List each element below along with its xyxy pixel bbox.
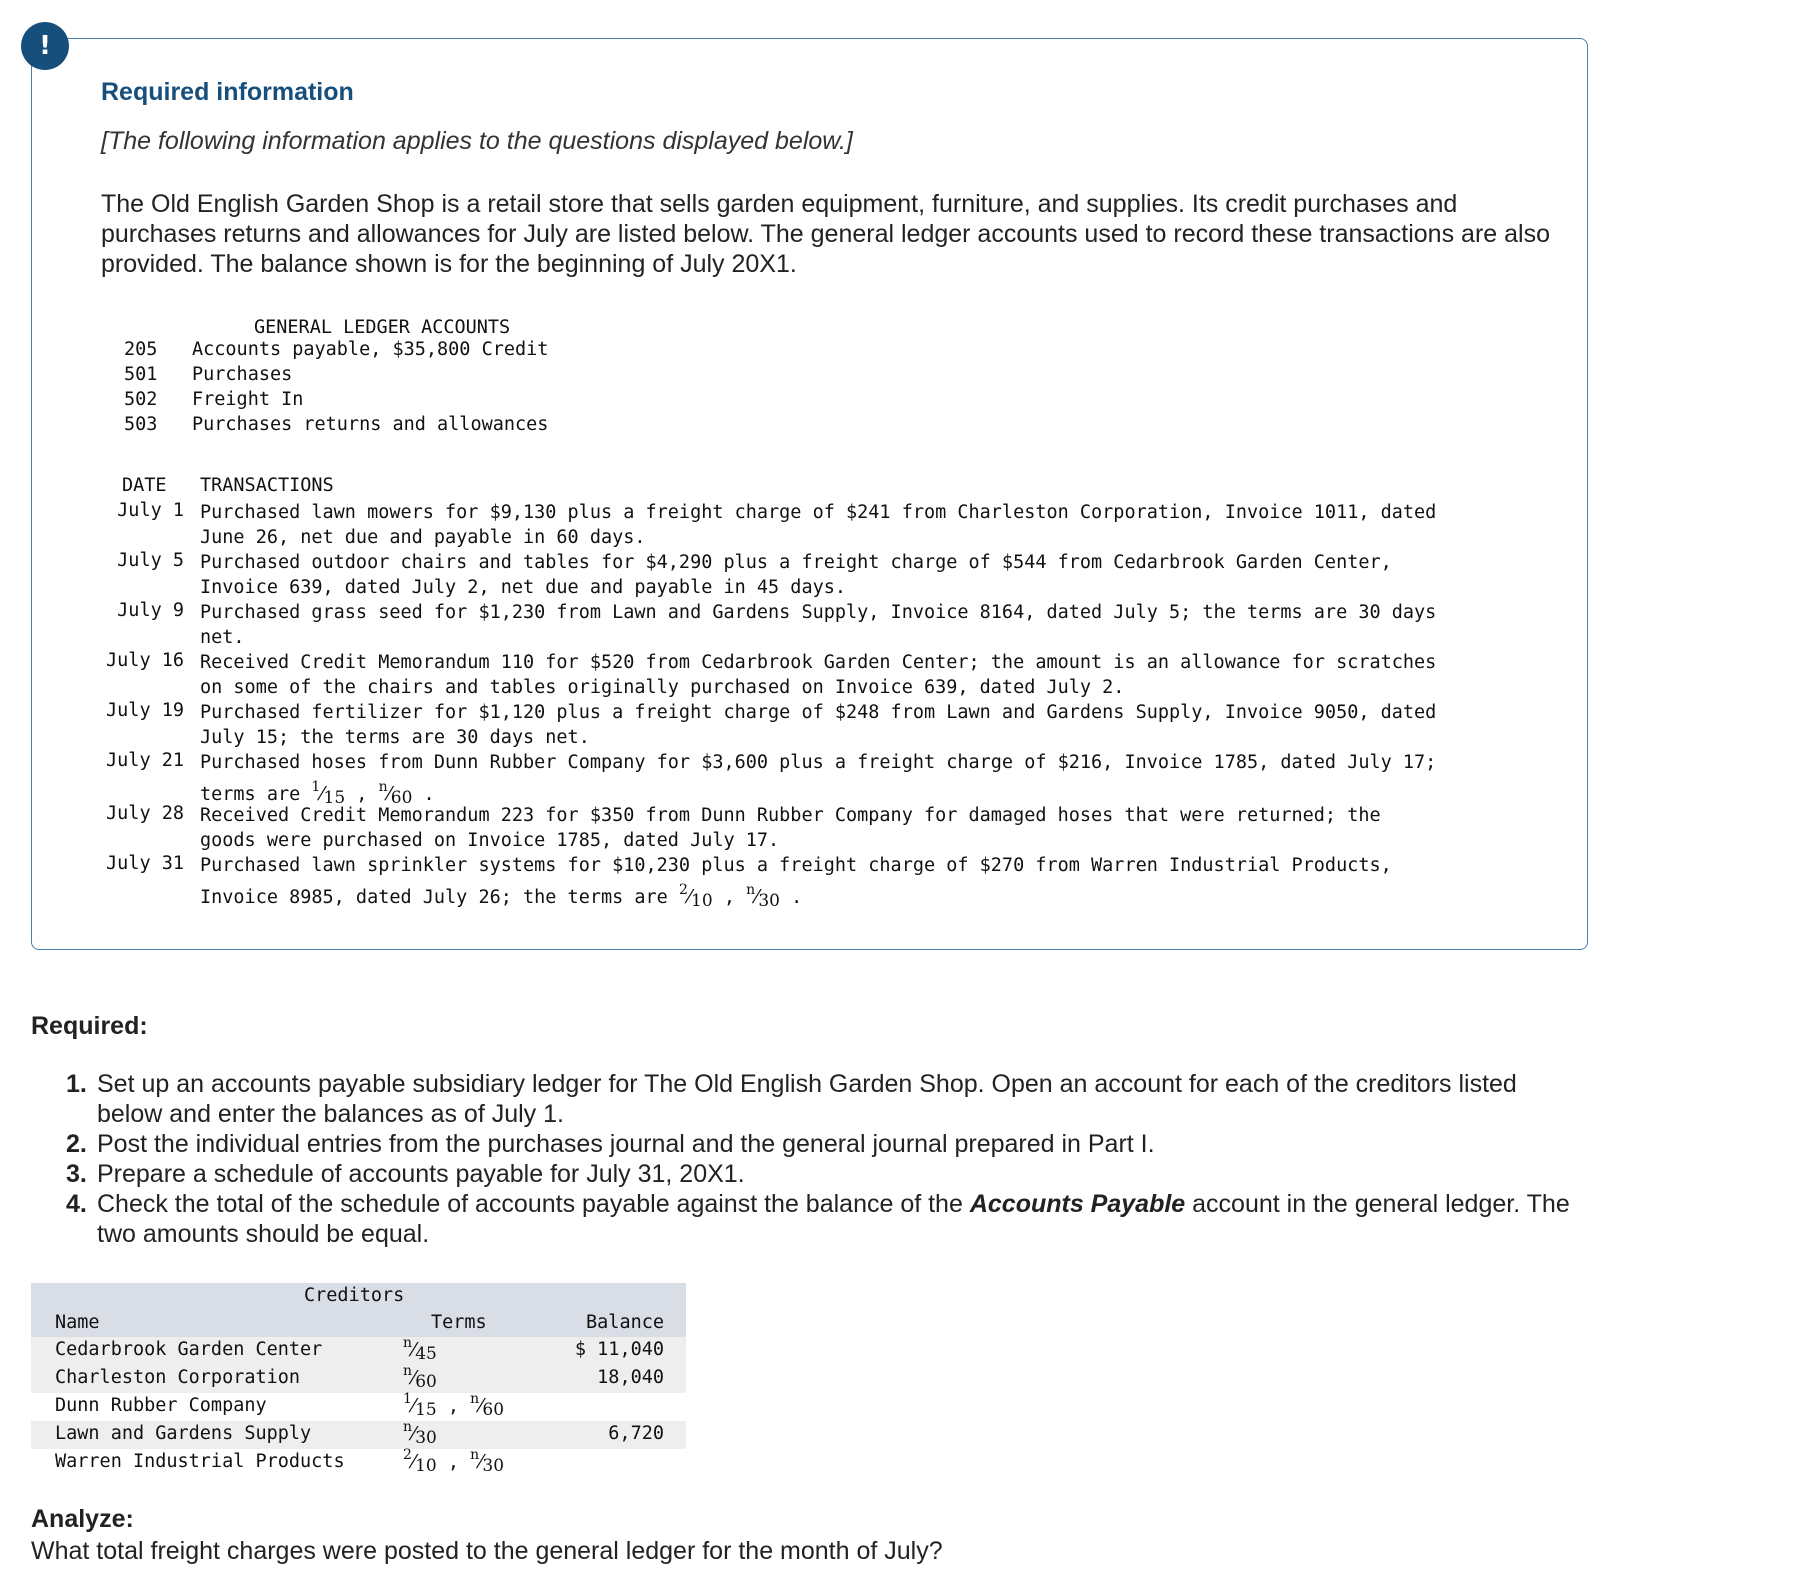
required-list <box>66 1069 1586 1249</box>
terms-fraction: $^n⁄_{45}$ <box>403 1335 437 1364</box>
intro-paragraph: The Old English Garden Shop is a retail store that sells garden equipment, furniture, and supplies. Its credit purchases and purchases returns and allowances for July are listed below. The general ledger accounts used to record these transactions are also provided. The balance shown is for the beginning of July 20X1. <box>101 190 1550 278</box>
creditors-title: Creditors <box>304 1285 405 1306</box>
creditor-row <box>31 1393 686 1421</box>
creditor-name: Lawn and Gardens Supply <box>55 1423 312 1444</box>
required-heading: Required: <box>31 1012 148 1040</box>
transaction-date: July 31 <box>106 853 184 874</box>
gl-account-name: Purchases returns and allowances <box>192 414 549 435</box>
required-item <box>66 1159 1586 1189</box>
transaction-date: July 9 <box>117 600 184 621</box>
gl-account-number: 502 <box>124 389 158 410</box>
transaction-text: Purchased outdoor chairs and tables for $4,290 plus a freight charge of $544 from Cedarbrook Garden Center, Invoice 639, dated July 2, net due and payable in 45 days. <box>200 552 1392 598</box>
transaction-text: Purchased grass seed for $1,230 from Lawn and Gardens Supply, Invoice 8164, dated July 5; the terms are 30 days net. <box>200 602 1437 648</box>
transaction-text: Purchased lawn mowers for $9,130 plus a freight charge of $241 from Charleston Corporation, Invoice 1011, dated June 26, net due and payable in 60 days. <box>200 502 1437 548</box>
required-item-text: Set up an accounts payable subsidiary ledger for The Old English Garden Shop. Open an account for each of the creditors listed below and enter the balances as of July 1. <box>97 1070 1517 1128</box>
gl-account-row <box>124 339 548 364</box>
creditor-row <box>31 1337 686 1365</box>
creditor-name: Dunn Rubber Company <box>55 1395 267 1416</box>
gl-account-name: Purchases <box>192 364 293 385</box>
creditor-balance: 6,720 <box>608 1423 664 1444</box>
transaction-date: July 16 <box>106 650 184 671</box>
required-item <box>66 1189 1586 1249</box>
creditor-terms <box>403 1363 437 1392</box>
transaction-text: Purchased hoses from Dunn Rubber Company for $3,600 plus a freight charge of $216, Invoice 1785, dated July 17; terms are $^1⁄_{15}$ , $^n⁄_{60}$ . <box>200 752 1437 808</box>
required-item-text: Prepare a schedule of accounts payable for July 31, 20X1. <box>97 1160 745 1188</box>
date-header: DATE <box>122 475 167 496</box>
alert-icon: ! <box>21 22 69 70</box>
terms-fraction: $^n⁄_{30}$ <box>470 1447 505 1476</box>
gl-account-row <box>124 364 292 389</box>
transaction-date: July 21 <box>106 750 184 771</box>
required-item-text-pre: Check the total of the schedule of accounts payable against the balance of the <box>97 1190 970 1218</box>
terms-fraction: $^n⁄_{60}$ <box>378 779 413 808</box>
analyze-question: What total freight charges were posted to the general ledger for the month of July? <box>31 1537 943 1565</box>
required-item-number: 1. <box>66 1070 87 1098</box>
creditor-name: Charleston Corporation <box>55 1367 301 1388</box>
transaction-text-line: Purchased hoses from Dunn Rubber Company for $3,600 plus a freight charge of $216, Invoice 1785, dated July 17; <box>200 752 1437 773</box>
gl-account-name: Freight In <box>192 389 304 410</box>
terms-fraction: $^n⁄_{60}$ <box>403 1363 437 1392</box>
required-item-text-post: account in the general ledger. The two amounts should be equal. <box>97 1190 1570 1248</box>
creditor-row <box>31 1449 686 1477</box>
gl-account-row <box>124 414 548 439</box>
creditors-title-row <box>31 1283 686 1310</box>
creditors-table <box>31 1283 686 1477</box>
transaction-text: Received Credit Memorandum 223 for $350 from Dunn Rubber Company for damaged hoses that were returned; the goods were purchased on Invoice 1785, dated July 17. <box>200 805 1381 851</box>
terms-fraction: $^n⁄_{30}$ <box>746 882 780 911</box>
required-item-number: 3. <box>66 1160 87 1188</box>
transaction-text: Purchased fertilizer for $1,120 plus a freight charge of $248 from Lawn and Gardens Supply, Invoice 9050, dated July 15; the terms are 30 days net. <box>200 702 1437 748</box>
general-ledger-title: GENERAL LEDGER ACCOUNTS <box>254 317 511 338</box>
terms-fraction: $^1⁄_{15}$ <box>311 779 346 808</box>
required-item-number: 4. <box>66 1190 87 1218</box>
applies-note: [The following information applies to the questions displayed below.] <box>101 127 853 155</box>
required-item-text: Post the individual entries from the purchases journal and the general journal prepared in Part I. <box>97 1130 1155 1158</box>
transaction-terms-prefix: Invoice 8985, dated July 26; the terms are <box>200 887 679 908</box>
transaction-text: Purchased lawn sprinkler systems for $10,230 plus a freight charge of $270 from Warren Industrial Products, Invoice 8985, dated July 26; the terms are $^2⁄_{10}$ , $^n⁄_{30}$ . <box>200 855 1392 911</box>
required-information-title: Required information <box>101 78 354 106</box>
transaction-terms-prefix: terms are <box>200 784 312 805</box>
creditor-name: Warren Industrial Products <box>55 1451 345 1472</box>
creditors-header-row <box>31 1310 686 1337</box>
creditor-balance: $ 11,040 <box>574 1339 664 1360</box>
creditor-terms <box>403 1335 437 1364</box>
terms-column-header: Terms <box>431 1312 487 1333</box>
name-column-header: Name <box>55 1312 100 1333</box>
transaction-date: July 5 <box>117 550 184 571</box>
terms-fraction: $^n⁄_{30}$ <box>403 1419 437 1448</box>
transaction-date: July 19 <box>106 700 184 721</box>
required-item <box>66 1129 1586 1159</box>
transaction-date: July 28 <box>106 803 184 824</box>
required-item <box>66 1069 1586 1129</box>
gl-account-row <box>124 389 303 414</box>
terms-fraction: $^n⁄_{60}$ <box>470 1391 505 1420</box>
transaction-text: Received Credit Memorandum 110 for $520 from Cedarbrook Garden Center; the amount is an allowance for scratches on some of the chairs and tables originally purchased on Invoice 639, dated July 2. <box>200 652 1437 698</box>
creditor-row <box>31 1421 686 1449</box>
gl-account-number: 501 <box>124 364 158 385</box>
creditor-terms: $^2⁄_{10}$ , $^n⁄_{30}$ <box>403 1447 505 1476</box>
terms-fraction: $^1⁄_{15}$ <box>403 1391 437 1420</box>
terms-fraction: $^2⁄_{10}$ <box>403 1447 437 1476</box>
analyze-heading: Analyze: <box>31 1505 134 1533</box>
transaction-date: July 1 <box>117 500 184 521</box>
transaction-text-line: Purchased lawn sprinkler systems for $10,230 plus a freight charge of $270 from Warren Industrial Products, <box>200 855 1392 876</box>
creditor-name: Cedarbrook Garden Center <box>55 1339 323 1360</box>
required-item-number: 2. <box>66 1130 87 1158</box>
creditor-row <box>31 1365 686 1393</box>
gl-account-number: 205 <box>124 339 158 360</box>
creditor-balance: 18,040 <box>597 1367 664 1388</box>
gl-account-number: 503 <box>124 414 158 435</box>
accounts-payable-emphasis: Accounts Payable <box>969 1190 1186 1218</box>
balance-column-header: Balance <box>586 1312 664 1333</box>
creditor-terms <box>403 1419 437 1448</box>
transactions-header: TRANSACTIONS <box>200 475 334 496</box>
creditor-terms: $^1⁄_{15}$ , $^n⁄_{60}$ <box>403 1391 505 1420</box>
gl-account-name: Accounts payable, $35,800 Credit <box>192 339 549 360</box>
terms-fraction: $^2⁄_{10}$ <box>678 882 713 911</box>
